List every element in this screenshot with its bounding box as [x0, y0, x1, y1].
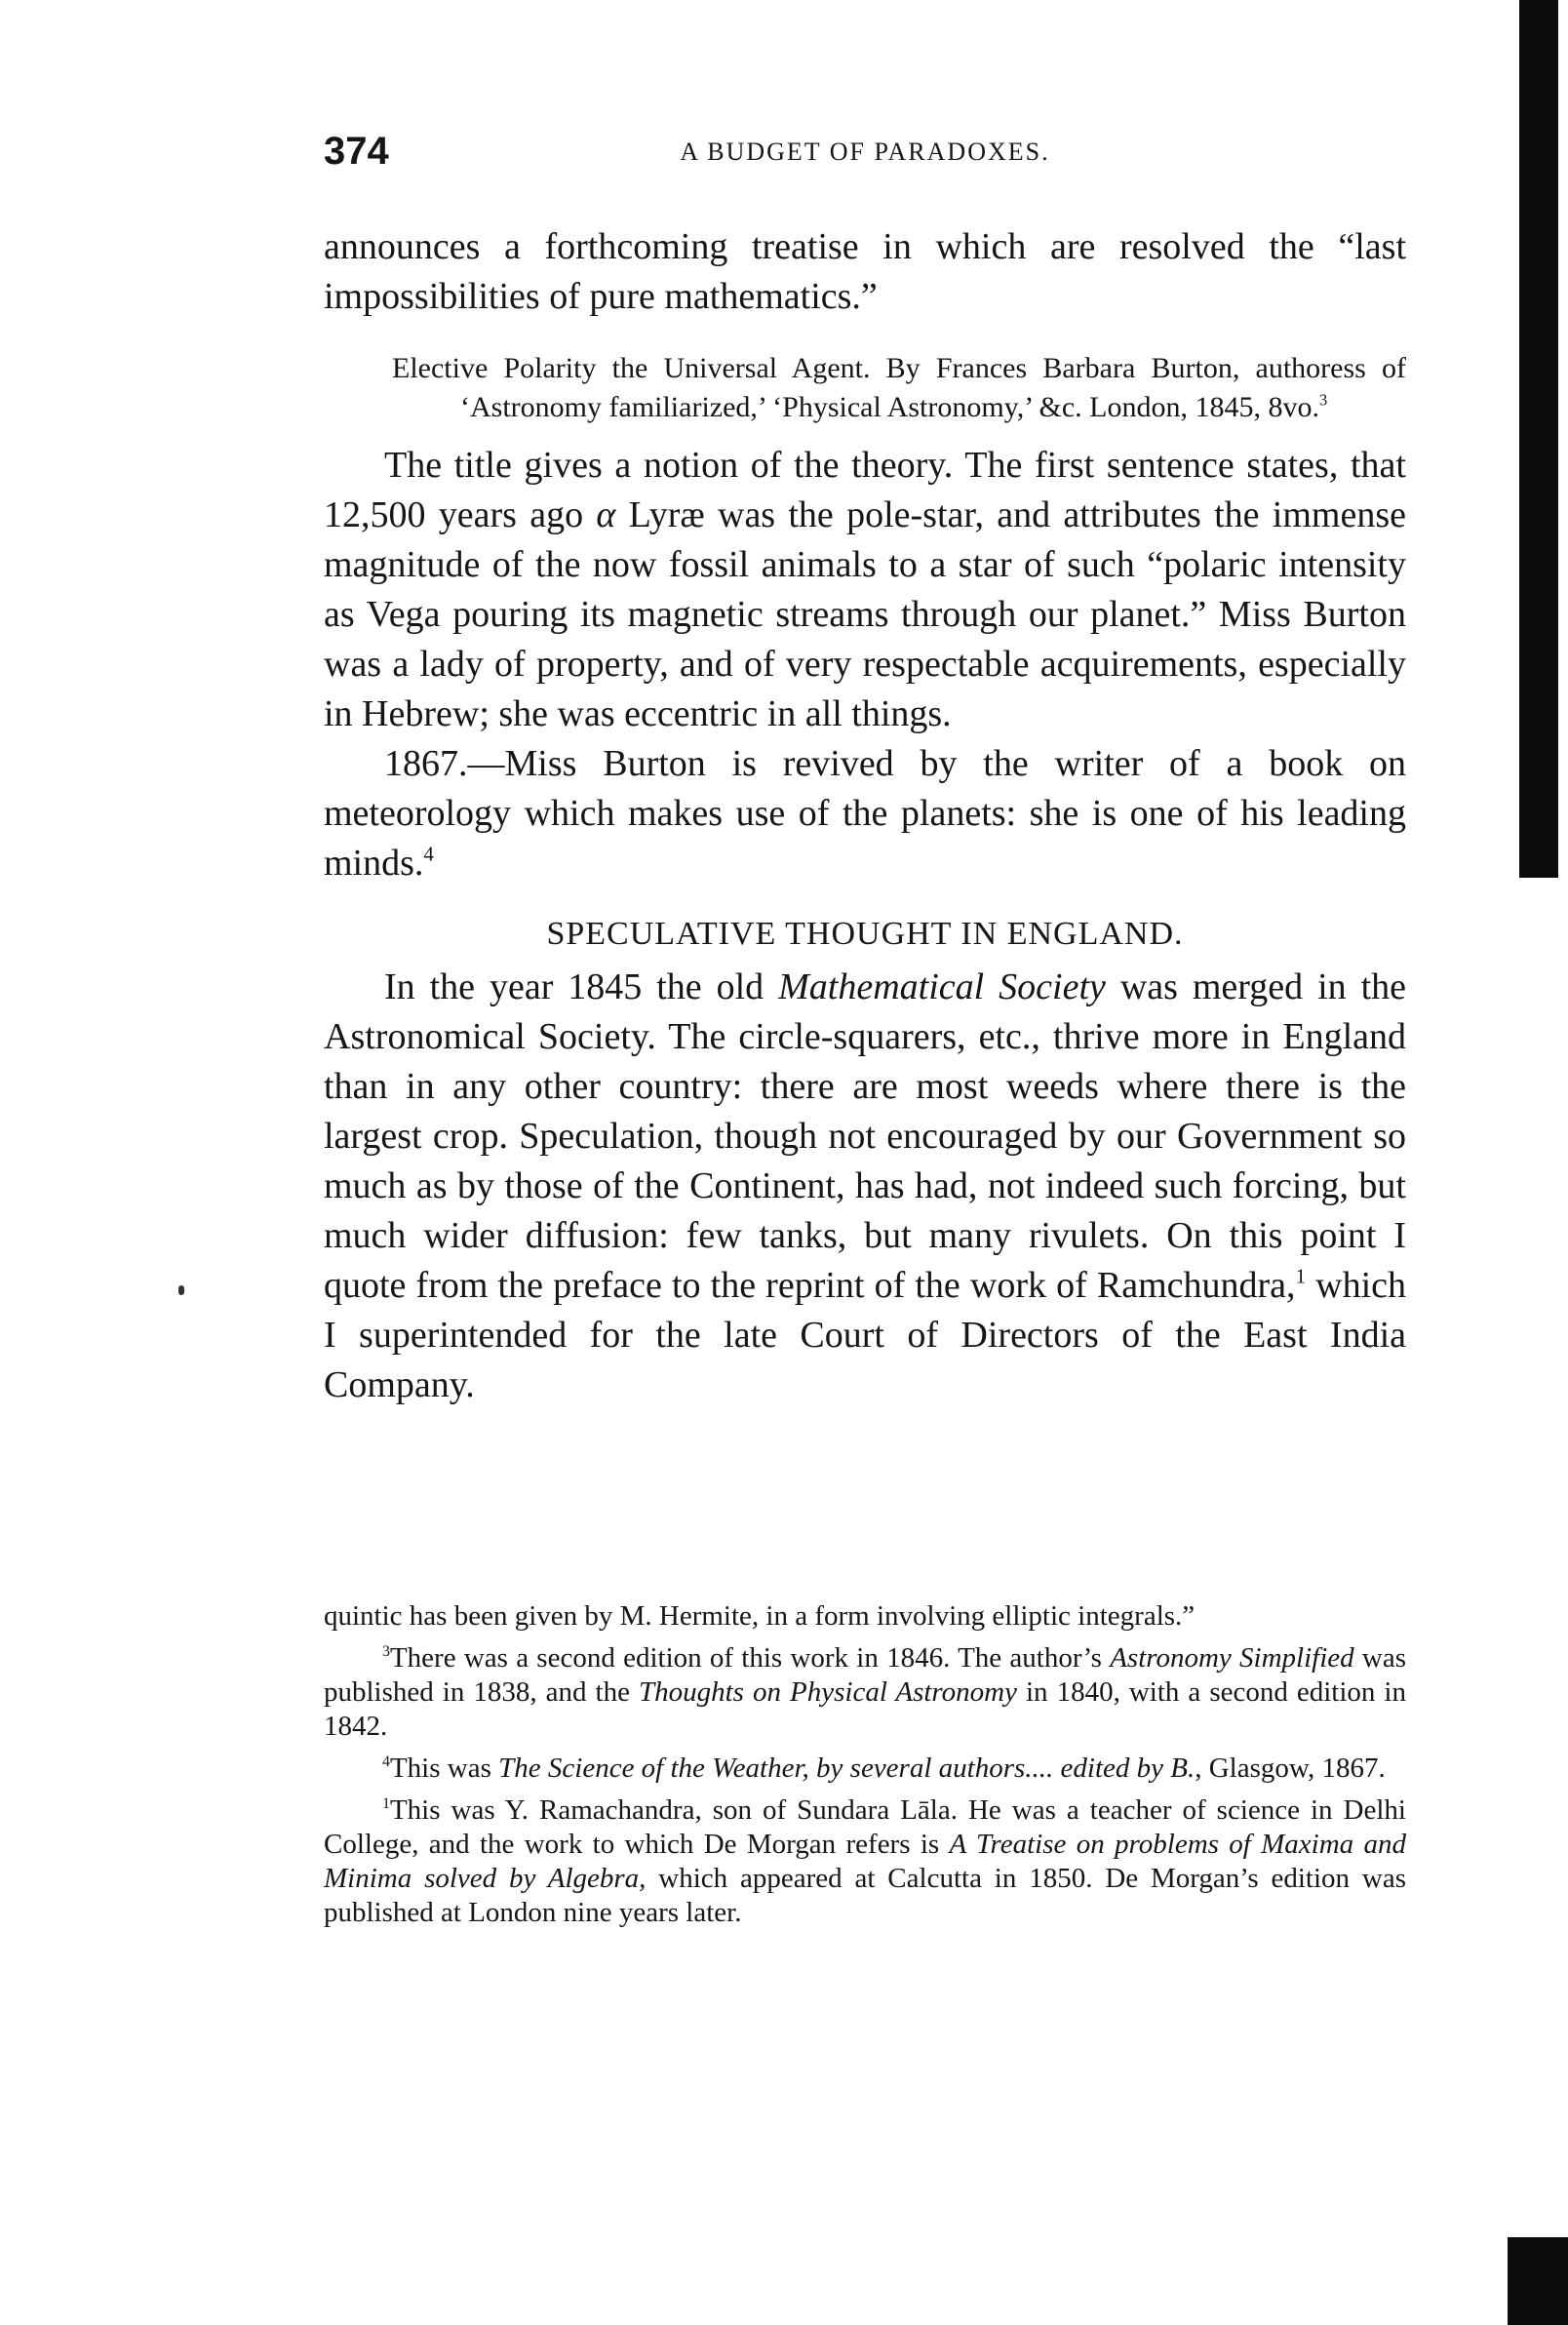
opening-paragraph: announces a forthcoming treatise in which are resolved the “last impossibilities of pure mathematics.” [324, 226, 1406, 317]
running-title: A BUDGET OF PARADOXES. [680, 138, 1050, 166]
footnote-1-marker: 1 [382, 1794, 390, 1812]
scan-corner-shadow [1500, 2227, 1568, 2325]
footnote-carryover: quintic has been given by M. Hermite, in a form involving elliptic integrals.” [324, 1600, 1196, 1632]
page-number: 374 [324, 130, 389, 173]
scan-edge-bar [1519, 0, 1558, 878]
bibliographic-entry [392, 349, 1406, 427]
footnote-3-text-c: in 1840, with a second edition in 1842. [324, 1676, 1406, 1742]
footnotes [324, 1599, 1406, 1938]
footnote-3-text-a: There was a second edition of this work in 1846. The author’s [389, 1642, 1111, 1674]
footnote-1-text-a: This was Y. Ramachandra, son of Sundara Lāla. He was a teacher of science in Delhi College, and the work to which De Morgan refers is [324, 1794, 1406, 1860]
footnote-1 [324, 1793, 1406, 1930]
paragraph-theory [324, 441, 1406, 739]
scan-edge-shadow [1506, 0, 1568, 975]
footnote-4-text-a: This was [389, 1753, 499, 1784]
paragraph-speculative-text-c: which I superintended for the late Court of Directors of the East India Company. [324, 1265, 1407, 1405]
paragraph-speculative-text-a: In the year 1845 the old [384, 966, 779, 1007]
footnote-ref-4: 4 [423, 842, 434, 866]
footnote-1-italic-a: A Treatise on problems of Maxima and Minima solved by Algebra, [324, 1829, 1406, 1894]
footnote-4-italic-a: The Science of the Weather, by several authors.... edited by B. [498, 1753, 1196, 1784]
scan-corner-bar [1508, 2237, 1568, 2325]
section-heading: SPECULATIVE THOUGHT IN ENGLAND. [546, 916, 1184, 952]
footnote-ref-1: 1 [1295, 1264, 1307, 1288]
main-text [324, 222, 1406, 1410]
paragraph-speculative-text-b: was merged in the Astronomical Society. The circle-squarers, etc., thrive more in England than in any other country: there are most weeds where there is the largest crop. Speculation, though not encouraged by our Government so much as by those of the Continent, has had, not indeed such forcing, but much wider diffusion: few tanks, but many rivulets. On this point I quote from the preface to the reprint of the work of Ramchundra, [324, 966, 1407, 1306]
footnote-3 [324, 1641, 1406, 1744]
paragraph-theory-text-a: The title gives a notion of the theory. The first sentence states, that 12,500 years ago [324, 445, 1406, 535]
footnote-3-marker: 3 [382, 1642, 390, 1660]
footnote-4-text-b: , Glasgow, 1867. [1195, 1753, 1386, 1784]
paragraph-speculative [324, 963, 1406, 1410]
footnote-3-text-b: was published in 1838, and the [324, 1642, 1406, 1708]
footnote-4-marker: 4 [382, 1753, 390, 1770]
footnote-1-text-b: which appeared at Calcutta in 1850. De Morgan’s edition was published at London nine years later. [324, 1863, 1406, 1928]
stray-ink-dot [178, 1285, 184, 1295]
paragraph-theory-text-b: Lyræ was the pole-star, and attributes the immense magnitude of the now fossil animals to a star of such “polaric intensity as Vega pouring its magnetic streams through our planet.” Miss Burton was a lady of property, and of very respectable acquirements, especially in Hebrew; she was eccentric in all things. [324, 494, 1406, 734]
page-header [324, 130, 1406, 188]
footnote-3-italic-b: Thoughts on Physical Astronomy [639, 1676, 1017, 1708]
footnote-4 [324, 1752, 1406, 1786]
paragraph-1867-text: 1867.—Miss Burton is revived by the writer of a book on meteorology which makes use of the planets: she is one of his leading minds. [324, 743, 1406, 884]
italic-society-name: Mathematical Society [778, 966, 1106, 1007]
footnote-ref-3: 3 [1318, 390, 1328, 410]
bibliographic-entry-text: Elective Polarity the Universal Agent. By Frances Barbara Burton, authoress of ‘Astronomy familiarized,’ ‘Physical Astronomy,’ &c. London, 1845, 8vo. [392, 352, 1406, 423]
footnote-3-italic-a: Astronomy Simplified [1110, 1642, 1354, 1674]
greek-alpha: α [596, 494, 616, 535]
paragraph-1867 [324, 739, 1406, 888]
